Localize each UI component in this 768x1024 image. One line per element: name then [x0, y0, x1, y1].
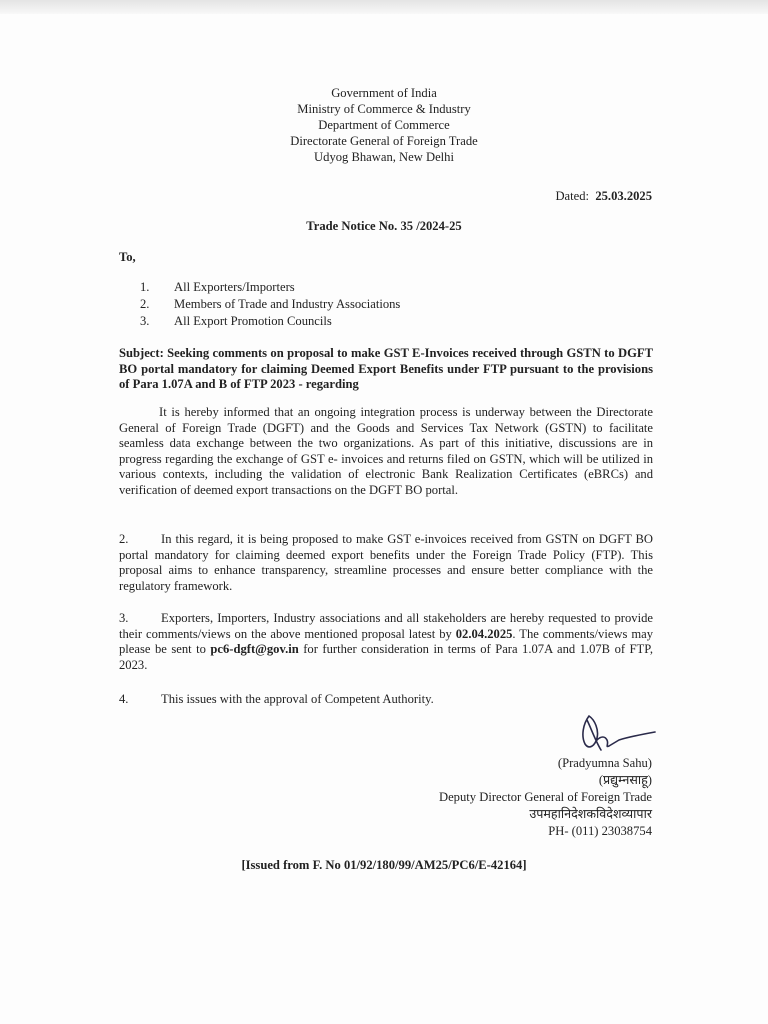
signatory-name-hindi: (प्रद्युम्नसाहू) [598, 773, 652, 787]
list-item-text: All Export Promotion Councils [174, 314, 332, 328]
paragraph-2 [119, 532, 653, 594]
header-line-ministry: Ministry of Commerce & Industry [297, 102, 471, 116]
trade-notice-number: Trade Notice No. 35 /2024-25 [306, 219, 462, 233]
signatory-designation: Deputy Director General of Foreign Trade [439, 790, 652, 804]
deadline-date: 02.04.2025 [455, 626, 513, 641]
list-item-number: 1. [140, 280, 150, 294]
handwritten-signature [575, 710, 665, 754]
paragraph-number: 2. [119, 532, 129, 546]
paragraph-number: 3. [119, 611, 129, 625]
paragraph-text: In this regard, it is being proposed to make GST e-invoices received from GSTN on DGFT BO portal mandatory for claiming deemed export benefits under the Foreign Trade Policy (FTP). This proposal aims to enhance transparency, streamline processes and ensure better compliance with the regulatory framework. [119, 532, 653, 593]
list-item [140, 314, 400, 331]
contact-email: pc6-dgft@gov.in [210, 642, 299, 656]
paragraph-text: Exporters, Importers, Industry associations and all stakeholders are hereby requested to provide their comments/views on the above mentioned proposal latest by [119, 611, 653, 641]
header-line-address: Udyog Bhawan, New Delhi [314, 150, 454, 164]
list-item-text: All Exporters/Importers [174, 280, 295, 294]
list-item [140, 297, 400, 314]
recipient-list [140, 280, 400, 331]
signatory-designation-hindi: उपमहानिदेशकविदेशव्यापार [529, 807, 652, 821]
issued-from-reference: [Issued from F. No 01/92/180/99/AM25/PC6/E-42164] [241, 858, 527, 872]
paragraph-number: 4. [119, 692, 129, 706]
header-line-department: Department of Commerce [318, 118, 450, 132]
date-line [555, 189, 652, 205]
list-item-number: 2. [140, 297, 150, 311]
date-value: 25.03.2025 [595, 189, 652, 203]
paragraph-text: for further consideration in terms of Para 1.07A and 1.07B of FTP, 2023. [119, 642, 653, 672]
paragraph-text: . The comments/views may please be sent to [119, 626, 654, 656]
list-item-text: Members of Trade and Industry Associations [174, 297, 401, 311]
subject-line: Subject: Seeking comments on proposal to make GST E-Invoices received through GSTN to DGFT BO portal mandatory for claiming Deemed Export Benefits under FTP pursuant to the provisions of Para 1.07A and B of FTP 2023 - regarding [119, 346, 653, 391]
paragraph-3 [119, 611, 653, 673]
signatory-phone: PH- (011) 23038754 [548, 824, 652, 838]
scan-top-shadow [0, 0, 768, 14]
paragraph-4 [119, 692, 653, 708]
paragraph-text: This issues with the approval of Competent Authority. [161, 692, 434, 706]
paragraph-1: It is hereby informed that an ongoing integration process is underway between the Directorate General of Foreign Trade (DGFT) and the Goods and Services Tax Network (GSTN) to facilitate seamless data exchange between the two organizations. As part of this initiative, discussions are in progress regarding the exchange of GST e- invoices and returns filed on GSTN, which will be utilized in various contexts, including the validation of electronic Bank Realization Certificates (eBRCs) and verification of deemed export transactions on the DGFT BO portal. [119, 405, 653, 497]
signatory-block [439, 756, 652, 841]
to-label: To, [119, 250, 136, 264]
letterhead [0, 86, 768, 166]
header-line-government: Government of India [331, 86, 437, 100]
signatory-name: (Pradyumna Sahu) [557, 756, 652, 770]
date-label: Dated: [555, 189, 590, 203]
list-item [140, 280, 400, 297]
header-line-directorate: Directorate General of Foreign Trade [290, 134, 478, 148]
list-item-number: 3. [140, 314, 150, 328]
